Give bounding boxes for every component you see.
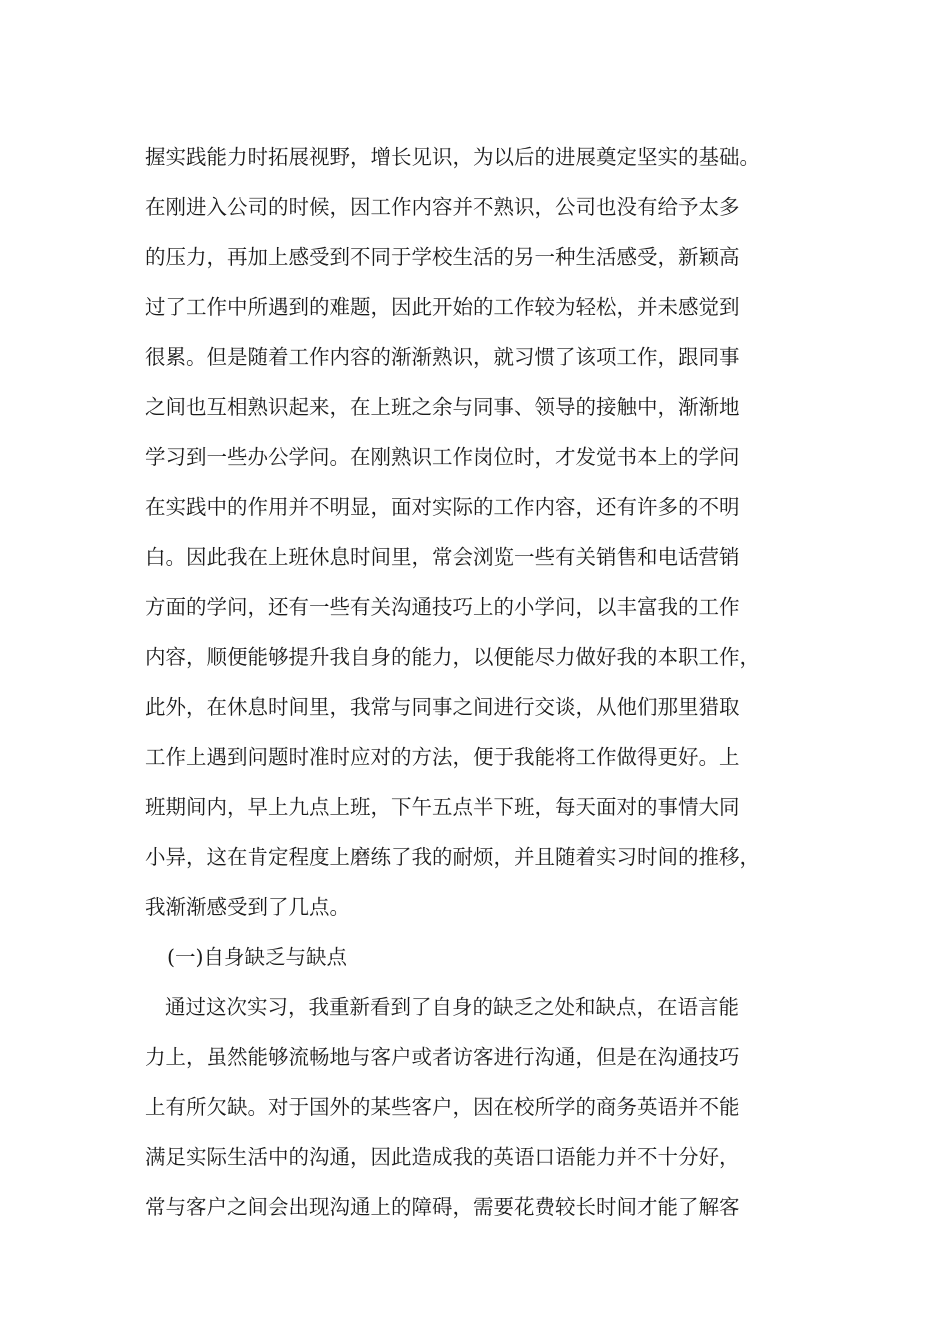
- paragraph-line: 过了工作中所遇到的难题，因此开始的工作较为轻松，并未感觉到: [145, 295, 740, 319]
- paragraph-line: 满足实际生活中的沟通，因此造成我的英语口语能力并不十分好，: [145, 1145, 740, 1169]
- paragraph-line: 在实践中的作用并不明显，面对实际的工作内容，还有许多的不明: [145, 495, 740, 519]
- paragraph-line: 班期间内，早上九点上班，下午五点半下班，每天面对的事情大同: [145, 795, 740, 819]
- paragraph-line: 内容，顺便能够提升我自身的能力，以便能尽力做好我的本职工作，: [145, 645, 760, 669]
- paragraph-line: 小异，这在肯定程度上磨练了我的耐烦，并且随着实习时间的推移，: [145, 845, 760, 869]
- paragraph-line: 之间也互相熟识起来，在上班之余与同事、领导的接触中，渐渐地: [145, 395, 740, 419]
- paragraph-line: 通过这次实习，我重新看到了自身的缺乏之处和缺点，在语言能: [165, 995, 739, 1019]
- paragraph-line: 很累。但是随着工作内容的渐渐熟识，就习惯了该项工作，跟同事: [145, 345, 740, 369]
- paragraph-line: 此外，在休息时间里，我常与同事之间进行交谈，从他们那里猎取: [145, 695, 740, 719]
- paragraph-line: 在刚进入公司的时候，因工作内容并不熟识，公司也没有给予太多: [145, 195, 740, 219]
- paragraph-line: 握实践能力时拓展视野，增长见识，为以后的进展奠定坚实的基础。: [145, 145, 760, 169]
- paragraph-line: 力上，虽然能够流畅地与客户或者访客进行沟通，但是在沟通技巧: [145, 1045, 740, 1069]
- document-body: [145, 132, 845, 1232]
- paragraph-line: 我渐渐感受到了几点。: [145, 895, 350, 919]
- paragraph-line: 学习到一些办公学问。在刚熟识工作岗位时，才发觉书本上的学问: [145, 445, 740, 469]
- paragraph-line: 工作上遇到问题时准时应对的方法，便于我能将工作做得更好。上: [145, 745, 740, 769]
- section-heading: (一)自身缺乏与缺点: [167, 945, 347, 969]
- paragraph-line: 的压力，再加上感受到不同于学校生活的另一种生活感受，新颖高: [145, 245, 740, 269]
- paragraph-line: 常与客户之间会出现沟通上的障碍，需要花费较长时间才能了解客: [145, 1195, 740, 1219]
- paragraph-line: 方面的学问，还有一些有关沟通技巧上的小学问，以丰富我的工作: [145, 595, 740, 619]
- paragraph-line: 白。因此我在上班休息时间里，常会浏览一些有关销售和电话营销: [145, 545, 740, 569]
- paragraph-line: 上有所欠缺。对于国外的某些客户，因在校所学的商务英语并不能: [145, 1095, 740, 1119]
